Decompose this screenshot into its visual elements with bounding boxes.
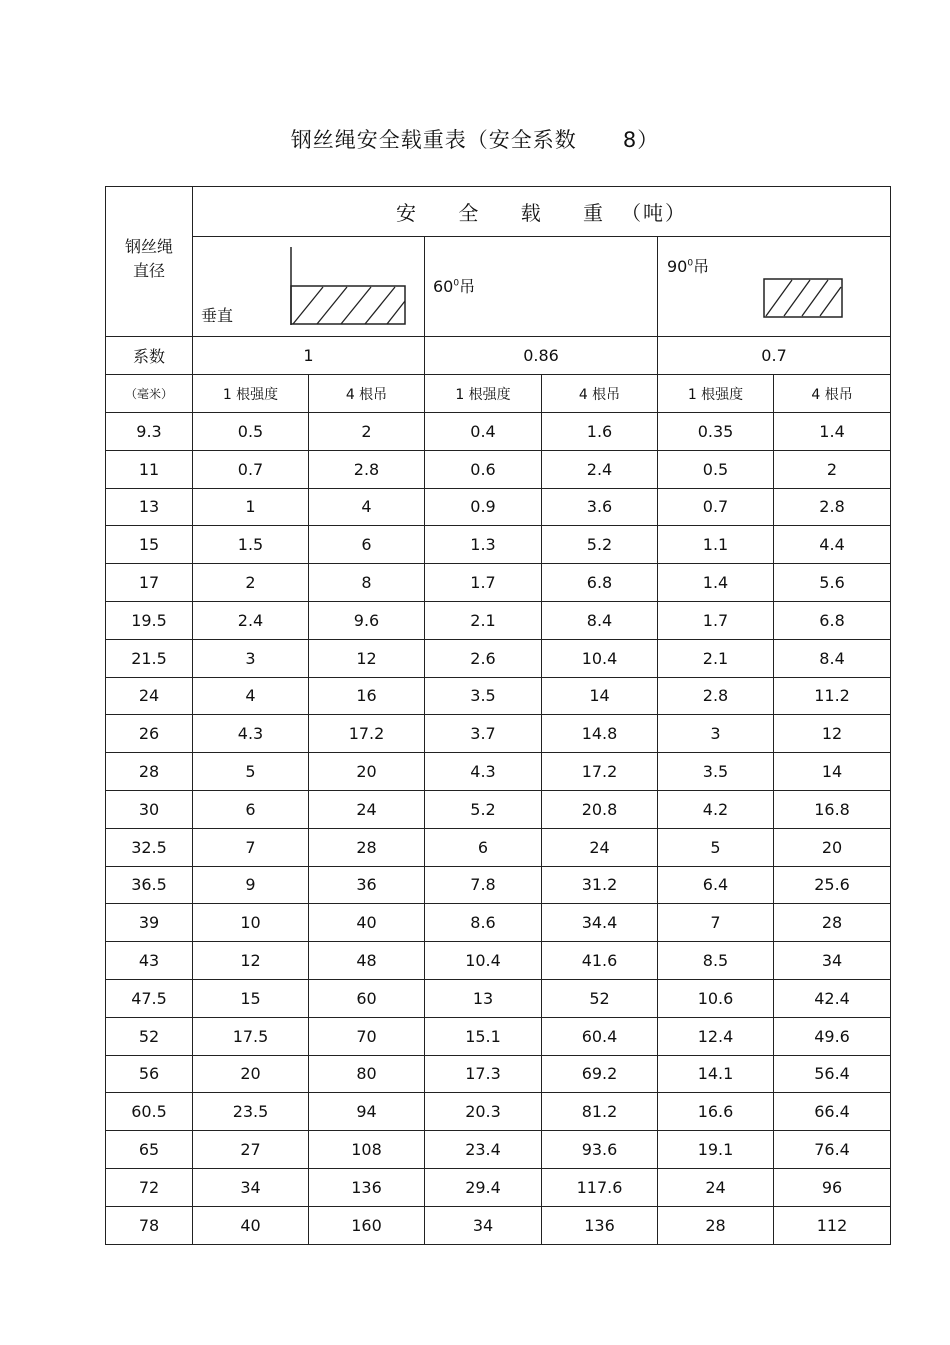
table-row: [106, 753, 891, 791]
angle60-label: $60^0$吊: [433, 277, 476, 296]
load-cell: 2.6: [425, 639, 542, 677]
load-cell: 4.3: [193, 715, 309, 753]
load-cell: 108: [309, 1131, 425, 1169]
load-cell: 12: [309, 639, 425, 677]
table-row: [106, 866, 891, 904]
diameter-header: [106, 187, 193, 337]
vertical-lift-diagram: [193, 237, 425, 336]
load-cell: 14.8: [542, 715, 658, 753]
angle60-cell: [425, 237, 658, 337]
load-cell: 2.4: [193, 601, 309, 639]
load-cell: 20: [309, 753, 425, 791]
diameter-label-2: 直径: [132, 261, 165, 280]
load-cell: 40: [309, 904, 425, 942]
factor-row: [106, 337, 891, 375]
load-cell: 5.2: [542, 526, 658, 564]
table-row: [106, 639, 891, 677]
diameter-cell: 60.5: [106, 1093, 193, 1131]
load-cell: 10: [193, 904, 309, 942]
load-cell: 6: [193, 790, 309, 828]
load-cell: 81.2: [542, 1093, 658, 1131]
table-row: [106, 1017, 891, 1055]
diameter-cell: 26: [106, 715, 193, 753]
col-header: 4 根吊: [542, 375, 658, 413]
safe-load-unit: （吨）: [621, 201, 688, 225]
col-header: 1 根强度: [658, 375, 774, 413]
diameter-cell: 43: [106, 942, 193, 980]
load-cell: 8.4: [774, 639, 891, 677]
load-cell: 12.4: [658, 1017, 774, 1055]
load-cell: 4.2: [658, 790, 774, 828]
diameter-cell: 30: [106, 790, 193, 828]
load-cell: 14: [542, 677, 658, 715]
factor-value: 0.7: [658, 337, 891, 375]
col-header: 4 根吊: [309, 375, 425, 413]
table-row: [106, 715, 891, 753]
angle90-label: $90^0$吊: [667, 257, 710, 276]
load-cell: 2.1: [658, 639, 774, 677]
load-cell: 0.7: [658, 488, 774, 526]
load-cell: 66.4: [774, 1093, 891, 1131]
factor-label: 系数: [106, 337, 193, 375]
load-cell: 2.8: [658, 677, 774, 715]
load-cell: 20.3: [425, 1093, 542, 1131]
page-title: 钢丝绳安全载重表（安全系数 8）: [290, 128, 660, 152]
safe-load-label: 安 全 载 重: [395, 201, 622, 225]
load-cell: 20.8: [542, 790, 658, 828]
load-cell: 8.4: [542, 601, 658, 639]
load-cell: 10.4: [425, 942, 542, 980]
diameter-cell: 65: [106, 1131, 193, 1169]
load-cell: 52: [542, 979, 658, 1017]
load-cell: 2.8: [774, 488, 891, 526]
col-header: 1 根强度: [193, 375, 309, 413]
load-cell: 11.2: [774, 677, 891, 715]
load-cell: 3: [193, 639, 309, 677]
diameter-cell: 52: [106, 1017, 193, 1055]
diameter-cell: 21.5: [106, 639, 193, 677]
diameter-cell: 19.5: [106, 601, 193, 639]
load-cell: 0.5: [658, 450, 774, 488]
load-cell: 94: [309, 1093, 425, 1131]
safe-load-header: [193, 187, 891, 237]
load-cell: 1.7: [425, 564, 542, 602]
table-row: [106, 942, 891, 980]
load-cell: 7: [658, 904, 774, 942]
load-cell: 15.1: [425, 1017, 542, 1055]
table-row: [106, 1093, 891, 1131]
load-cell: 160: [309, 1206, 425, 1244]
table-row: [106, 790, 891, 828]
load-cell: 14: [774, 753, 891, 791]
diameter-cell: 13: [106, 488, 193, 526]
load-cell: 8.5: [658, 942, 774, 980]
load-cell: 16: [309, 677, 425, 715]
load-cell: 0.6: [425, 450, 542, 488]
load-cell: 76.4: [774, 1131, 891, 1169]
load-cell: 1.3: [425, 526, 542, 564]
load-cell: 48: [309, 942, 425, 980]
diameter-cell: 11: [106, 450, 193, 488]
table-row: [106, 677, 891, 715]
col-header: 4 根吊: [774, 375, 891, 413]
load-cell: 27: [193, 1131, 309, 1169]
load-cell: 23.4: [425, 1131, 542, 1169]
load-cell: 28: [774, 904, 891, 942]
angle90-lift-diagram: [658, 237, 890, 336]
load-cell: 34: [193, 1168, 309, 1206]
load-cell: 6.8: [774, 601, 891, 639]
load-cell: 0.9: [425, 488, 542, 526]
load-cell: 9: [193, 866, 309, 904]
load-cell: 34: [425, 1206, 542, 1244]
load-cell: 136: [542, 1206, 658, 1244]
load-cell: 5.6: [774, 564, 891, 602]
load-cell: 20: [193, 1055, 309, 1093]
load-cell: 10.4: [542, 639, 658, 677]
load-cell: 7.8: [425, 866, 542, 904]
load-cell: 10.6: [658, 979, 774, 1017]
diameter-cell: 56: [106, 1055, 193, 1093]
load-cell: 4: [309, 488, 425, 526]
load-table: [105, 186, 891, 1245]
diameter-label-1: 钢丝绳: [124, 237, 173, 256]
load-cell: 15: [193, 979, 309, 1017]
load-cell: 34: [774, 942, 891, 980]
load-cell: 2: [309, 413, 425, 451]
load-cell: 60.4: [542, 1017, 658, 1055]
load-cell: 0.7: [193, 450, 309, 488]
load-cell: 28: [658, 1206, 774, 1244]
load-cell: 136: [309, 1168, 425, 1206]
diameter-cell: 72: [106, 1168, 193, 1206]
table-row: [106, 1055, 891, 1093]
load-cell: 19.1: [658, 1131, 774, 1169]
load-cell: 49.6: [774, 1017, 891, 1055]
diameter-cell: 9.3: [106, 413, 193, 451]
diameter-cell: 47.5: [106, 979, 193, 1017]
table-row: [106, 828, 891, 866]
load-cell: 93.6: [542, 1131, 658, 1169]
load-cell: 3.6: [542, 488, 658, 526]
load-cell: 96: [774, 1168, 891, 1206]
load-cell: 24: [309, 790, 425, 828]
unit-label: （毫米）: [106, 375, 193, 413]
table-row: [106, 1131, 891, 1169]
vertical-diagram-cell: [193, 237, 425, 337]
load-cell: 42.4: [774, 979, 891, 1017]
diameter-cell: 28: [106, 753, 193, 791]
table-row: [106, 488, 891, 526]
diameter-cell: 36.5: [106, 866, 193, 904]
load-cell: 3: [658, 715, 774, 753]
load-cell: 2.1: [425, 601, 542, 639]
load-cell: 24: [542, 828, 658, 866]
load-cell: 1.4: [774, 413, 891, 451]
load-cell: 6: [309, 526, 425, 564]
factor-value: 1: [193, 337, 425, 375]
load-cell: 5: [193, 753, 309, 791]
vertical-label: 垂直: [201, 306, 234, 325]
load-cell: 1: [193, 488, 309, 526]
table-row: [106, 601, 891, 639]
load-cell: 17.2: [309, 715, 425, 753]
load-cell: 6: [425, 828, 542, 866]
load-cell: 5: [658, 828, 774, 866]
load-cell: 9.6: [309, 601, 425, 639]
load-cell: 2.8: [309, 450, 425, 488]
col-header: 1 根强度: [425, 375, 542, 413]
load-cell: 1.6: [542, 413, 658, 451]
load-cell: 1.5: [193, 526, 309, 564]
load-cell: 3.5: [425, 677, 542, 715]
load-cell: 16.6: [658, 1093, 774, 1131]
load-cell: 24: [658, 1168, 774, 1206]
table-row: [106, 450, 891, 488]
diameter-cell: 32.5: [106, 828, 193, 866]
diameter-cell: 24: [106, 677, 193, 715]
load-cell: 8: [309, 564, 425, 602]
table-row: [106, 904, 891, 942]
load-cell: 5.2: [425, 790, 542, 828]
load-cell: 17.2: [542, 753, 658, 791]
load-cell: 0.4: [425, 413, 542, 451]
angle90-cell: [658, 237, 891, 337]
load-cell: 25.6: [774, 866, 891, 904]
load-cell: 6.4: [658, 866, 774, 904]
load-cell: 0.35: [658, 413, 774, 451]
load-cell: 1.7: [658, 601, 774, 639]
diameter-cell: 15: [106, 526, 193, 564]
load-cell: 1.1: [658, 526, 774, 564]
load-cell: 112: [774, 1206, 891, 1244]
load-cell: 4.4: [774, 526, 891, 564]
load-cell: 14.1: [658, 1055, 774, 1093]
load-cell: 20: [774, 828, 891, 866]
table-row: [106, 526, 891, 564]
load-cell: 17.5: [193, 1017, 309, 1055]
load-cell: 8.6: [425, 904, 542, 942]
load-cell: 2.4: [542, 450, 658, 488]
diameter-cell: 17: [106, 564, 193, 602]
load-cell: 117.6: [542, 1168, 658, 1206]
table-row: [106, 1206, 891, 1244]
load-cell: 12: [193, 942, 309, 980]
load-cell: 2: [774, 450, 891, 488]
load-cell: 3.7: [425, 715, 542, 753]
load-cell: 4.3: [425, 753, 542, 791]
load-cell: 1.4: [658, 564, 774, 602]
load-cell: 31.2: [542, 866, 658, 904]
load-cell: 60: [309, 979, 425, 1017]
load-cell: 23.5: [193, 1093, 309, 1131]
load-cell: 41.6: [542, 942, 658, 980]
load-cell: 4: [193, 677, 309, 715]
table-row: [106, 979, 891, 1017]
load-cell: 13: [425, 979, 542, 1017]
load-cell: 36: [309, 866, 425, 904]
load-cell: 70: [309, 1017, 425, 1055]
table-row: [106, 413, 891, 451]
load-cell: 34.4: [542, 904, 658, 942]
load-cell: 6.8: [542, 564, 658, 602]
diameter-cell: 39: [106, 904, 193, 942]
load-cell: 3.5: [658, 753, 774, 791]
table-row: [106, 1168, 891, 1206]
load-cell: 16.8: [774, 790, 891, 828]
load-cell: 17.3: [425, 1055, 542, 1093]
load-cell: 2: [193, 564, 309, 602]
load-cell: 40: [193, 1206, 309, 1244]
load-cell: 7: [193, 828, 309, 866]
load-cell: 56.4: [774, 1055, 891, 1093]
load-cell: 12: [774, 715, 891, 753]
factor-value: 0.86: [425, 337, 658, 375]
load-cell: 29.4: [425, 1168, 542, 1206]
subheader-row: [106, 375, 891, 413]
load-cell: 69.2: [542, 1055, 658, 1093]
load-cell: 80: [309, 1055, 425, 1093]
load-cell: 28: [309, 828, 425, 866]
load-cell: 0.5: [193, 413, 309, 451]
diameter-cell: 78: [106, 1206, 193, 1244]
table-row: [106, 564, 891, 602]
